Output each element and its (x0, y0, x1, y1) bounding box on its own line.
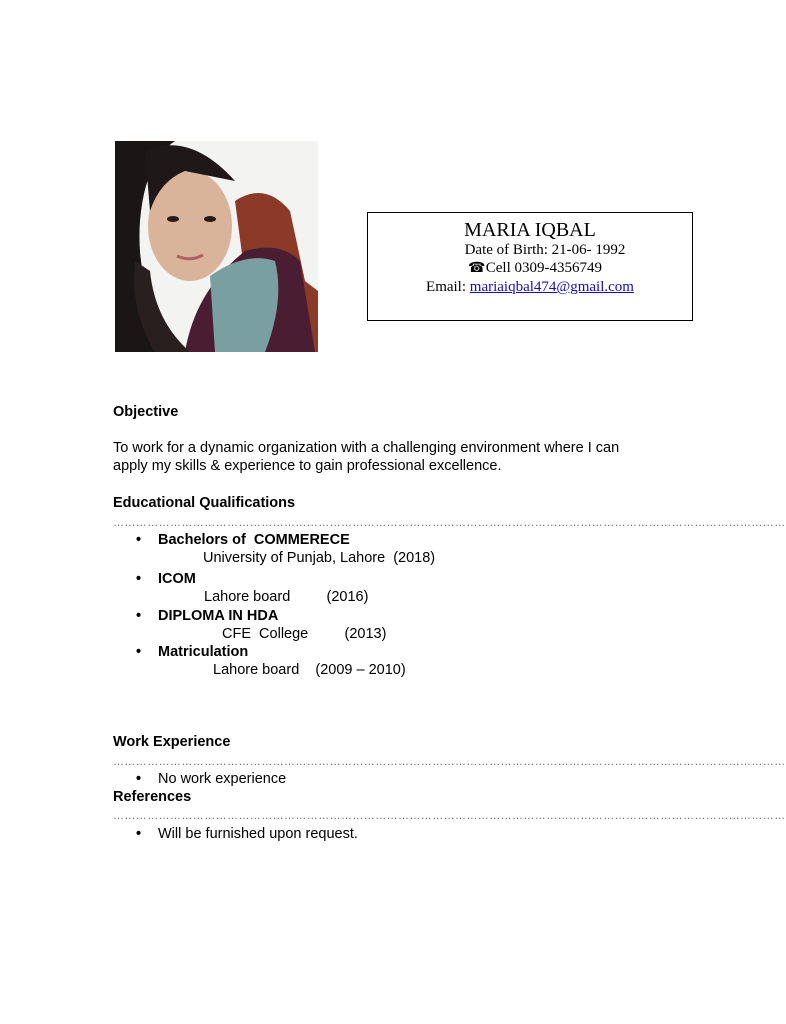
education-item-title: • ICOM (158, 571, 196, 587)
education-item-title: • DIPLOMA IN HDA (158, 608, 278, 624)
work-heading: Work Experience (113, 734, 231, 750)
references-separator: …………………………………………………………………………………………………………………………………………………………… (113, 810, 786, 822)
contact-box (367, 212, 693, 321)
education-item-detail: CFE College (2013) (222, 626, 387, 642)
references-item: • Will be furnished upon request. (158, 826, 358, 842)
references-heading: References (113, 789, 192, 805)
work-item: • No work experience (158, 771, 286, 787)
cell-line (368, 260, 692, 277)
date-of-birth: Date of Birth: 21-06- 1992 (464, 242, 626, 258)
email-line (368, 279, 692, 296)
objective-line-2: apply my skills & experience to gain professional excellence. (113, 458, 502, 474)
education-item-detail: Lahore board (2016) (204, 589, 369, 605)
candidate-name: MARIA IQBAL (464, 219, 596, 241)
objective-heading: Objective (113, 404, 179, 420)
education-separator: …………………………………………………………………………………………………………………………………………………………… (113, 517, 786, 529)
education-item-detail: Lahore board (2009 – 2010) (213, 662, 406, 678)
cell-number: Cell 0309-4356749 (485, 260, 602, 276)
education-item-title: • Matriculation (158, 644, 248, 660)
education-item-detail: University of Punjab, Lahore (2018) (203, 550, 436, 566)
education-item-title: • Bachelors of COMMERECE (158, 532, 350, 548)
email-label: Email: (426, 279, 467, 295)
objective-line-1: To work for a dynamic organization with a challenging environment where I can (113, 440, 620, 456)
phone-icon: ☎ (468, 261, 486, 276)
email-link[interactable]: mariaiqbal474@gmail.com (469, 279, 634, 295)
education-heading: Educational Qualifications (113, 495, 296, 511)
profile-photo (115, 141, 318, 352)
work-separator: …………………………………………………………………………………………………………………………………………………………… (113, 756, 786, 768)
